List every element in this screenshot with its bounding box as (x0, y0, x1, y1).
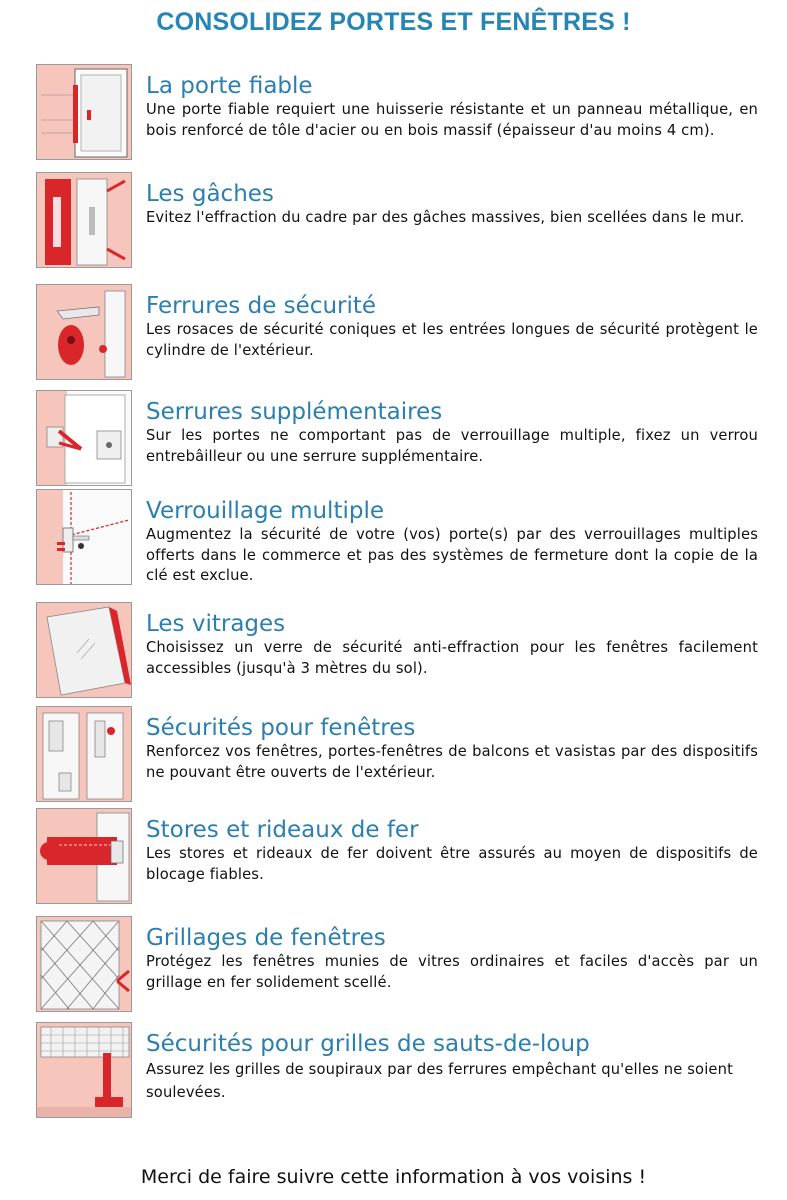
shutter-lock-illustration (36, 808, 132, 904)
item-text: Evitez l'effraction du cadre par des gâches massives, bien scellées dans le mur. (146, 209, 745, 226)
item-text: Renforcez vos fenêtres, portes-fenêtres de balcons et vasistas par des dispositifs ne pouvant être ouverts de l'extérieur. (146, 743, 758, 781)
window-lock-illustration (36, 706, 132, 802)
item-heading: Verrouillage multiple (146, 498, 384, 524)
list-item (36, 64, 766, 164)
item-text: Les stores et rideaux de fer doivent être assurés au moyen de dispositifs de blocage fiables. (146, 845, 758, 883)
item-text: Les rosaces de sécurité coniques et les entrées longues de sécurité protègent le cylindre de l'extérieur. (146, 321, 758, 359)
list-item (36, 1022, 766, 1122)
item-text: Sur les portes ne comportant pas de verrouillage multiple, fixez un verrou entrebâilleur ou une serrure supplémentaire. (146, 427, 758, 465)
list-item (36, 284, 766, 384)
glazing-illustration (36, 602, 132, 698)
list-item (36, 916, 766, 1016)
item-heading: Grillages de fenêtres (146, 925, 386, 951)
strike-plate-illustration (36, 172, 132, 268)
item-heading: Stores et rideaux de fer (146, 817, 419, 843)
list-item (36, 602, 766, 702)
item-text: Augmentez la sécurité de votre (vos) porte(s) par des verrouillages multiples offerts dans le commerce et pas des systèmes de fermeture dont la copie de la clé est exclue. (146, 526, 758, 584)
list-item (36, 489, 766, 589)
list-item (36, 706, 766, 806)
cellar-grate-illustration (36, 1022, 132, 1118)
item-text: Protégez les fenêtres munies de vitres ordinaires et faciles d'accès par un grillage en fer solidement scellé. (146, 953, 758, 991)
multipoint-lock-illustration (36, 489, 132, 585)
page-title: CONSOLIDEZ PORTES ET FENÊTRES ! (156, 8, 631, 36)
item-heading: Les vitrages (146, 611, 286, 637)
item-heading: Ferrures de sécurité (146, 293, 377, 319)
item-heading: La porte fiable (146, 73, 313, 99)
item-heading: Sécurités pour fenêtres (146, 715, 416, 741)
list-item (36, 808, 766, 908)
item-text: Une porte fiable requiert une huisserie résistante et un panneau métallique, en bois renforcé de tôle d'acier ou en bois massif (épaisseur d'au moins 4 cm). (146, 101, 758, 139)
item-heading: Sécurités pour grilles de sauts-de-loup (146, 1031, 590, 1057)
security-fitting-illustration (36, 284, 132, 380)
item-text: Choisissez un verre de sécurité anti-effraction pour les fenêtres facilement accessibles (jusqu'à 3 mètres du sol). (146, 639, 758, 677)
window-grille-illustration (36, 916, 132, 1012)
item-heading: Serrures supplémentaires (146, 399, 443, 425)
footer-note: Merci de faire suivre cette information à vos voisins ! (140, 1166, 647, 1188)
item-text: Assurez les grilles de soupiraux par des ferrures empêchant qu'elles ne soient soulevées. (146, 1061, 733, 1101)
list-item (36, 172, 766, 272)
door-illustration (36, 64, 132, 160)
item-heading: Les gâches (146, 181, 274, 207)
list-item (36, 390, 766, 490)
extra-lock-illustration (36, 390, 132, 486)
